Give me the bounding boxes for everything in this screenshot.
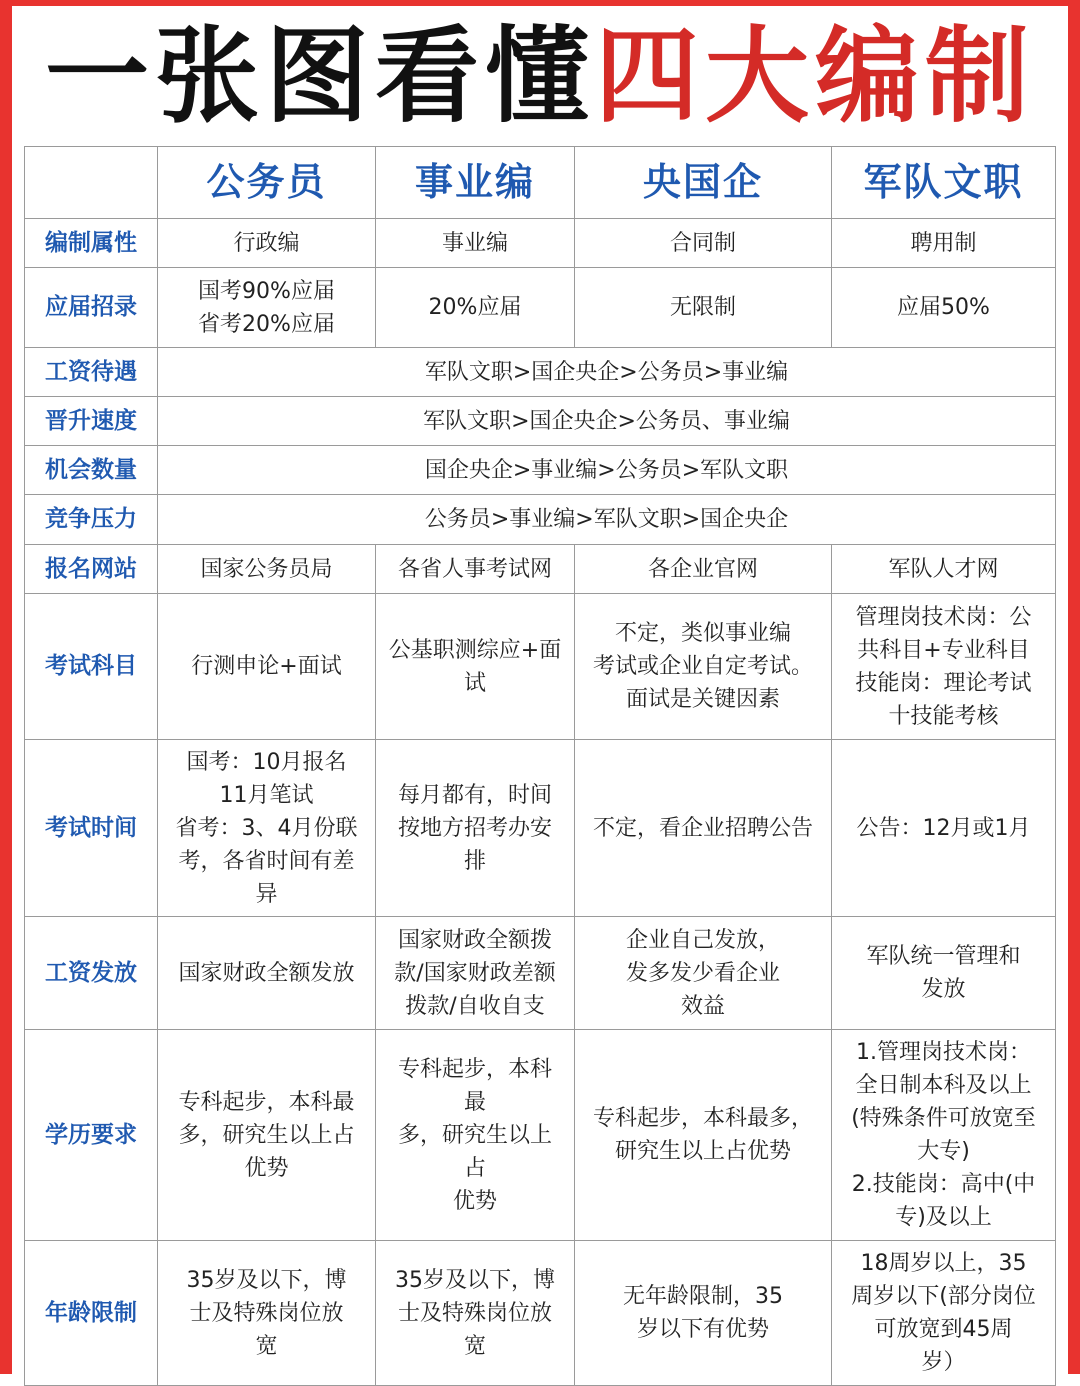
merged-cell: 国企央企>事业编>公务员>军队文职 <box>158 446 1056 495</box>
table-row <box>25 545 1056 594</box>
table-cell: 专科起步，本科最 多，研究生以上占 优势 <box>158 1030 376 1241</box>
row-label-jingzheng: 竞争压力 <box>25 495 158 545</box>
table-cell: 行测申论+面试 <box>158 594 376 740</box>
table-cell: 军队统一管理和 发放 <box>832 917 1056 1030</box>
header-row <box>25 147 1056 219</box>
table-cell: 不定，看企业招聘公告 <box>575 740 832 917</box>
corner-cell <box>25 147 158 219</box>
row-label-jihui: 机会数量 <box>25 446 158 495</box>
table-cell: 国家财政全额拨 款/国家财政差额 拨款/自收自支 <box>376 917 575 1030</box>
page-title <box>12 6 1068 146</box>
table-cell: 行政编 <box>158 219 376 268</box>
col-header-yangguoqi: 央国企 <box>575 147 832 219</box>
table-row <box>25 446 1056 495</box>
title-red-part: 四大编制 <box>595 15 1036 137</box>
table-cell: 专科起步，本科最多， 研究生以上占优势 <box>575 1030 832 1241</box>
table-cell: 军队人才网 <box>832 545 1056 594</box>
row-label-fafang: 工资发放 <box>25 917 158 1030</box>
row-label-yingjie: 应届招录 <box>25 268 158 348</box>
table-row <box>25 1241 1056 1386</box>
col-header-gongwuyuan: 公务员 <box>158 147 376 219</box>
row-label-nianling: 年龄限制 <box>25 1241 158 1386</box>
table-row <box>25 348 1056 397</box>
row-label-baoming: 报名网站 <box>25 545 158 594</box>
table-row <box>25 495 1056 545</box>
table-cell: 20%应届 <box>376 268 575 348</box>
table-cell: 国家公务员局 <box>158 545 376 594</box>
table-cell: 国考90%应届 省考20%应届 <box>158 268 376 348</box>
table-cell: 事业编 <box>376 219 575 268</box>
table-cell: 合同制 <box>575 219 832 268</box>
merged-cell: 公务员>事业编>军队文职>国企央企 <box>158 495 1056 545</box>
table-row <box>25 219 1056 268</box>
table-cell: 1.管理岗技术岗： 全日制本科及以上 (特殊条件可放宽至 大专) 2.技能岗：高中(中 专)及以上 <box>832 1030 1056 1241</box>
table-cell: 国考：10月报名 11月笔试 省考：3、4月份联 考，各省时间有差 异 <box>158 740 376 917</box>
col-header-shiyebian: 事业编 <box>376 147 575 219</box>
row-label-bianzhi: 编制属性 <box>25 219 158 268</box>
table-cell: 应届50% <box>832 268 1056 348</box>
table-row <box>25 740 1056 917</box>
table-cell: 每月都有，时间 按地方招考办安 排 <box>376 740 575 917</box>
table-cell: 18周岁以上，35 周岁以下(部分岗位 可放宽到45周 岁） <box>832 1241 1056 1386</box>
table-cell: 公基职测综应+面 试 <box>376 594 575 740</box>
table-cell: 无限制 <box>575 268 832 348</box>
table-cell: 企业自己发放， 发多发少看企业 效益 <box>575 917 832 1030</box>
table-cell: 各省人事考试网 <box>376 545 575 594</box>
table-row <box>25 594 1056 740</box>
table-row <box>25 917 1056 1030</box>
table-cell: 公告：12月或1月 <box>832 740 1056 917</box>
row-label-gongzi: 工资待遇 <box>25 348 158 397</box>
table-row <box>25 1030 1056 1241</box>
table-cell: 聘用制 <box>832 219 1056 268</box>
table-cell: 各企业官网 <box>575 545 832 594</box>
table-cell: 无年龄限制，35 岁以下有优势 <box>575 1241 832 1386</box>
table-cell: 管理岗技术岗：公 共科目+专业科目 技能岗：理论考试 十技能考核 <box>832 594 1056 740</box>
table-cell: 国家财政全额发放 <box>158 917 376 1030</box>
row-label-jinsheng: 晋升速度 <box>25 397 158 446</box>
table-cell: 不定，类似事业编 考试或企业自定考试。 面试是关键因素 <box>575 594 832 740</box>
row-label-kemu: 考试科目 <box>25 594 158 740</box>
table-row <box>25 268 1056 348</box>
col-header-junduiwenzhi: 军队文职 <box>832 147 1056 219</box>
row-label-shijian: 考试时间 <box>25 740 158 917</box>
comparison-table <box>24 146 1056 1386</box>
table-row <box>25 397 1056 446</box>
table-cell: 35岁及以下，博 士及特殊岗位放 宽 <box>376 1241 575 1386</box>
table-cell: 专科起步，本科 最 多，研究生以上 占 优势 <box>376 1030 575 1241</box>
merged-cell: 军队文职>国企央企>公务员、事业编 <box>158 397 1056 446</box>
merged-cell: 军队文职>国企央企>公务员>事业编 <box>158 348 1056 397</box>
row-label-xueli: 学历要求 <box>25 1030 158 1241</box>
table-cell: 35岁及以下，博 士及特殊岗位放 宽 <box>158 1241 376 1386</box>
title-black-part: 一张图看懂 <box>44 15 595 137</box>
